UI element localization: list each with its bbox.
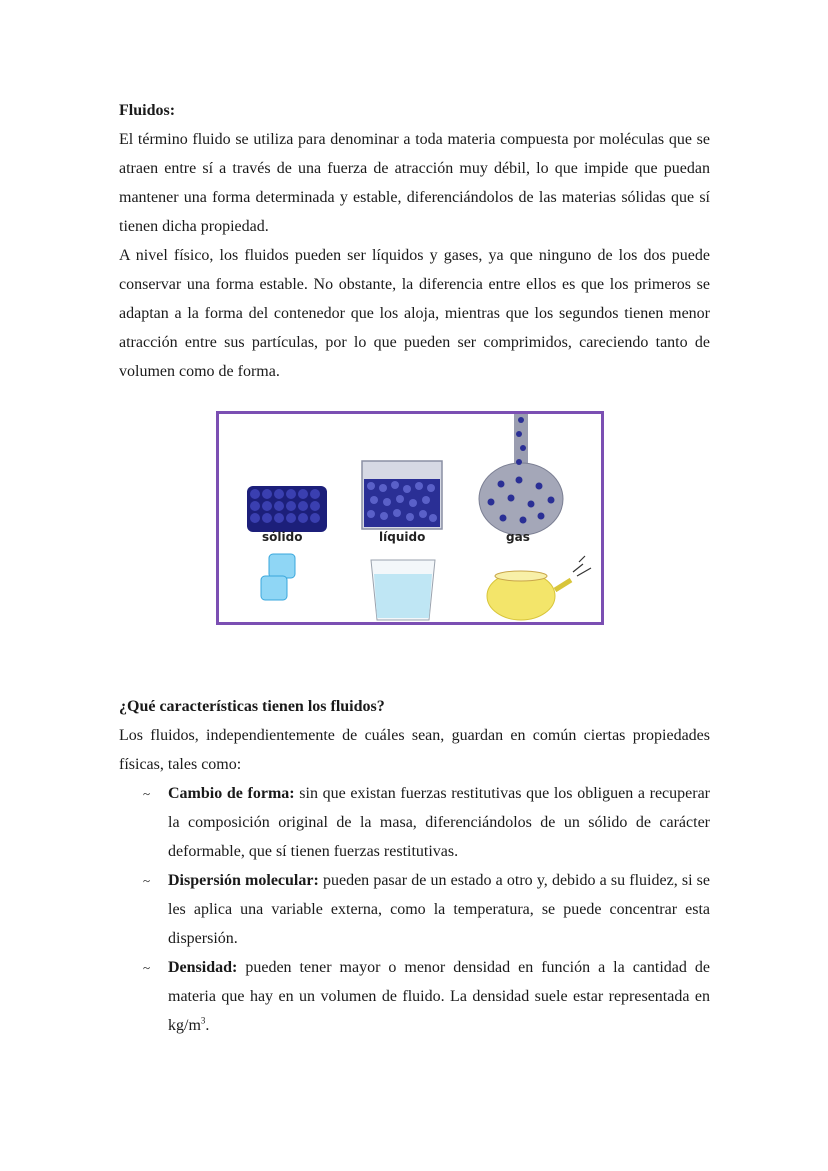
tilde-bullet-icon: ~ xyxy=(143,786,151,801)
properties-list xyxy=(119,779,710,1040)
document-page xyxy=(119,96,710,1040)
figure-container xyxy=(119,386,710,692)
water-glass-icon xyxy=(371,560,435,620)
paragraph-physical-level: A nivel físico, los fluidos pueden ser líquidos y gases, ya que ninguno de los dos puede conservar una forma estable. No obstante, la diferencia entre ellos es que los primeros se adaptan a la forma del contenedor que los aloja, mientras que los segundos tienen menor atracción entre sus partículas, por lo que pueden ser comprimidos, careciendo tanto de volumen como de forma. xyxy=(119,247,710,380)
list-item-dispersion-molecular xyxy=(119,866,710,953)
term-description: pueden tener mayor o menor densidad en función a la cantidad de materia que hay en un volumen de fluido. La densidad suele estar representada en kg/m xyxy=(168,959,710,1034)
tilde-bullet-icon: ~ xyxy=(143,960,151,975)
superscript-exponent: 3 xyxy=(200,1015,206,1026)
term-description: sin que existan fuerzas restitutivas que los obliguen a recuperar la composición original de la masa, diferenciándolos de un sólido de carácter deformable, que sí tienen fuerzas restitutivas. xyxy=(168,785,711,860)
list-item-cambio-de-forma xyxy=(119,779,710,866)
paragraph-definition: El término fluido se utiliza para denominar a toda materia compuesta por moléculas que se atraen entre sí a través de una fuerza de atracción muy débil, lo que impide que puedan mantener una forma determinada y estable, diferenciándolos de las materias sólidas que sí tienen dicha propiedad. xyxy=(119,131,710,235)
list-item-densidad xyxy=(119,953,710,1040)
section-title-fluidos: Fluidos: xyxy=(119,102,176,119)
term-trailing-punct: . xyxy=(205,1017,210,1034)
term-description: pueden pasar de un estado a otro y, debido a su fluidez, si se les aplica una variable externa, como la temperatura, se puede concentrar esta dispersión. xyxy=(168,872,710,947)
teapot-icon xyxy=(487,556,591,620)
label-liquido: líquido xyxy=(379,530,426,544)
ice-cubes-icon xyxy=(261,554,295,600)
gas-flask-icon xyxy=(479,414,563,535)
tilde-bullet-icon: ~ xyxy=(143,873,151,888)
label-solido: sólido xyxy=(262,530,303,544)
states-of-matter-illustration xyxy=(219,414,601,622)
liquid-beaker-icon xyxy=(362,461,442,529)
paragraph-intro-properties: Los fluidos, independientemente de cuáles sean, guardan en común ciertas propiedades físicas, tales como: xyxy=(119,727,710,773)
term-label: Cambio de forma: xyxy=(168,785,295,802)
section-title-caracteristicas: ¿Qué características tienen los fluidos? xyxy=(119,698,385,715)
label-gas: gas xyxy=(506,530,530,544)
states-of-matter-figure xyxy=(216,411,604,625)
solid-particles-icon xyxy=(247,486,327,532)
term-label: Densidad: xyxy=(168,959,238,976)
term-label: Dispersión molecular: xyxy=(168,872,319,889)
